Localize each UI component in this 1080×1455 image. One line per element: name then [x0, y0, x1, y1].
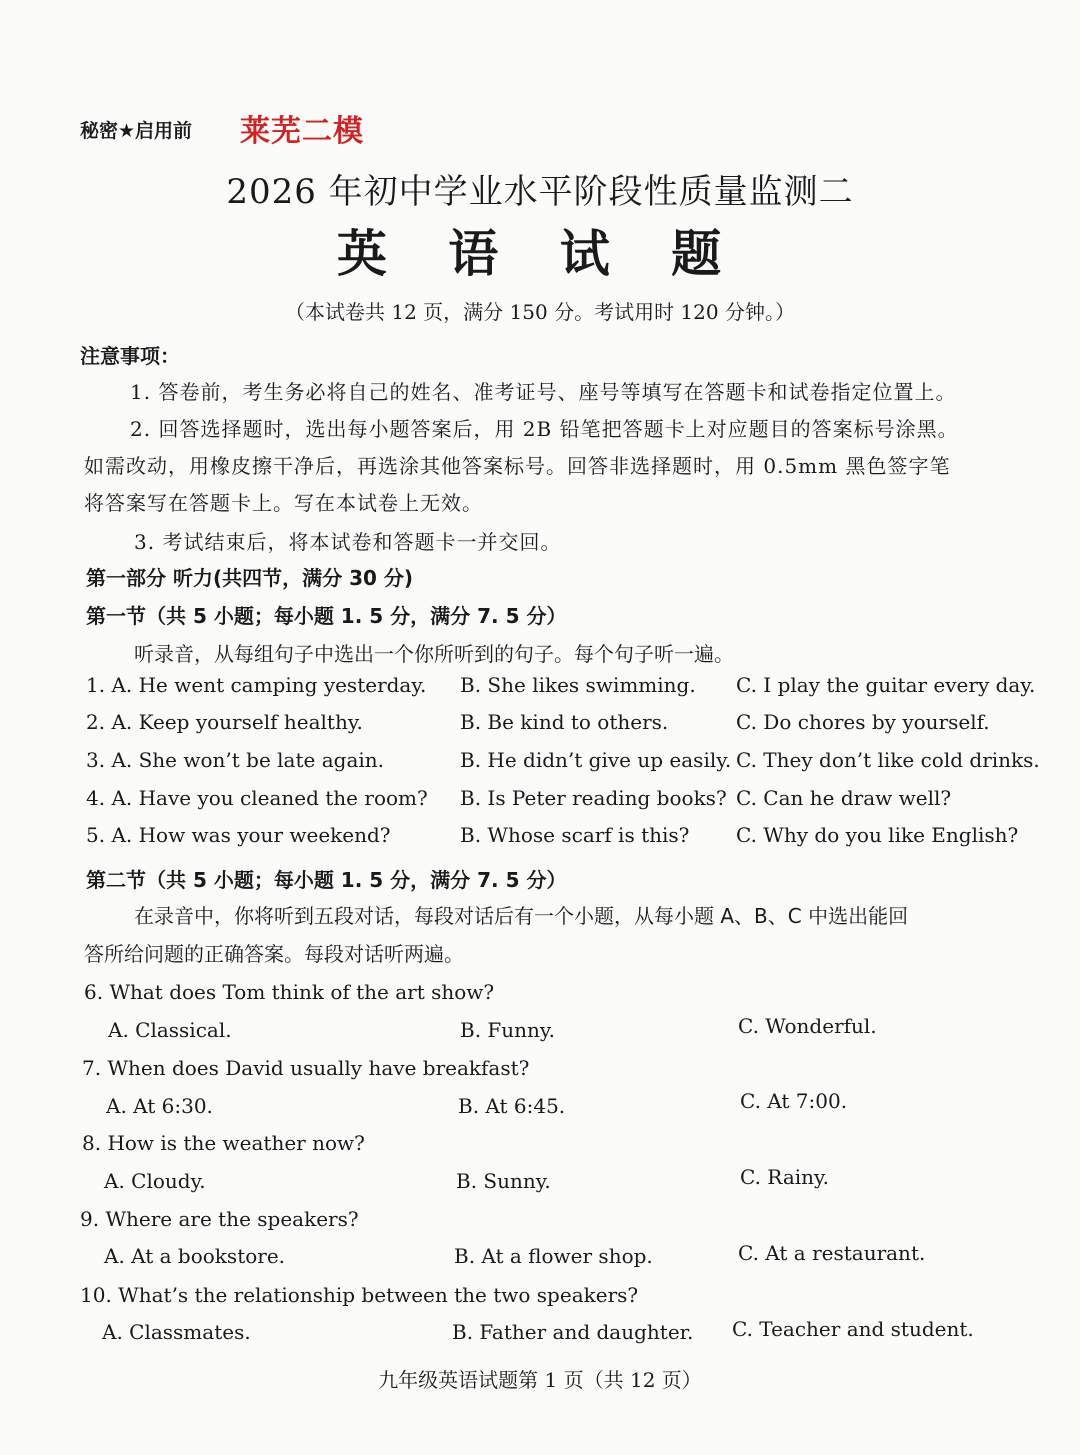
notice-line: 将答案写在答题卡上。写在本试卷上无效。	[84, 491, 483, 515]
question-6-option-a: A. Classical.	[108, 1018, 232, 1042]
question-10-option-c: C. Teacher and student.	[732, 1317, 974, 1341]
question-7-option-a: A. At 6:30.	[106, 1094, 213, 1118]
question-3-option-a: 3. A. She won’t be late again.	[86, 748, 384, 772]
question-8-option-a: A. Cloudy.	[104, 1169, 206, 1193]
question-7: 7. When does David usually have breakfast?	[82, 1056, 530, 1080]
question-1-option-c: C. I play the guitar every day.	[736, 673, 1036, 697]
question-9-option-a: A. At a bookstore.	[104, 1244, 286, 1268]
question-5-option-b: B. Whose scarf is this?	[460, 823, 690, 847]
question-1-option-a: 1. A. He went camping yesterday.	[86, 673, 427, 697]
notice-heading: 注意事项：	[80, 344, 180, 368]
page-footer: 九年级英语试题第 1 页（共 12 页）	[378, 1368, 702, 1392]
exam-meta: （本试卷共 12 页，满分 150 分。考试用时 120 分钟。）	[285, 300, 795, 324]
notice-line: 2. 回答选择题时，选出每小题答案后，用 2B 铅笔把答题卡上对应题目的答案标号涂黑。	[130, 417, 959, 441]
exam-title: 2026 年初中学业水平阶段性质量监测二	[226, 172, 854, 212]
question-2-option-b: B. Be kind to others.	[460, 710, 669, 734]
section2-instruction: 在录音中，你将听到五段对话，每段对话后有一个小题，从每小题 A、B、C 中选出能回	[134, 904, 909, 928]
question-10-option-b: B. Father and daughter.	[452, 1320, 694, 1344]
section2-instruction: 答所给问题的正确答案。每段对话听两遍。	[84, 942, 464, 966]
question-4-option-a: 4. A. Have you cleaned the room?	[86, 786, 428, 810]
question-6-option-b: B. Funny.	[460, 1018, 555, 1042]
question-3-option-b: B. He didn’t give up easily.	[460, 748, 732, 772]
question-7-option-c: C. At 7:00.	[740, 1089, 848, 1113]
question-5-option-c: C. Why do you like English?	[736, 823, 1019, 847]
question-8-option-c: C. Rainy.	[740, 1165, 830, 1189]
notice-line: 如需改动，用橡皮擦干净后，再选涂其他答案标号。回答非选择题时，用 0.5mm 黑色签字笔	[84, 454, 951, 478]
question-2-option-c: C. Do chores by yourself.	[736, 710, 990, 734]
question-9: 9. Where are the speakers?	[80, 1207, 359, 1231]
part1-heading: 第一部分 听力(共四节，满分 30 分)	[86, 566, 414, 590]
question-9-option-b: B. At a flower shop.	[454, 1244, 653, 1268]
question-5-option-a: 5. A. How was your weekend?	[86, 823, 391, 847]
confidential-label: 秘密★启用前	[80, 120, 193, 142]
question-6-option-c: C. Wonderful.	[738, 1014, 877, 1038]
question-9-option-c: C. At a restaurant.	[738, 1241, 926, 1265]
question-10: 10. What’s the relationship between the two speakers?	[80, 1283, 639, 1307]
section1-instruction: 听录音，从每组句子中选出一个你所听到的句子。每个句子听一遍。	[134, 642, 734, 666]
question-8-option-b: B. Sunny.	[456, 1169, 551, 1193]
question-8: 8. How is the weather now?	[82, 1131, 365, 1155]
question-10-option-a: A. Classmates.	[102, 1320, 251, 1344]
question-6: 6. What does Tom think of the art show?	[84, 980, 495, 1004]
section2-heading: 第二节（共 5 小题；每小题 1. 5 分，满分 7. 5 分）	[86, 868, 567, 892]
question-7-option-b: B. At 6:45.	[458, 1094, 566, 1118]
question-4-option-c: C. Can he draw well?	[736, 786, 952, 810]
question-4-option-b: B. Is Peter reading books?	[460, 786, 727, 810]
section1-heading: 第一节（共 5 小题；每小题 1. 5 分，满分 7. 5 分）	[86, 604, 567, 628]
exam-tag: 莱芜二模	[240, 114, 364, 149]
notice-line: 1. 答卷前，考生务必将自己的姓名、准考证号、座号等填写在答题卡和试卷指定位置上。	[130, 380, 957, 404]
subject-title: 英 语 试 题	[336, 224, 744, 283]
question-2-option-a: 2. A. Keep yourself healthy.	[86, 710, 363, 734]
question-3-option-c: C. They don’t like cold drinks.	[736, 748, 1040, 772]
notice-line: 3. 考试结束后，将本试卷和答题卡一并交回。	[134, 530, 562, 554]
question-1-option-b: B. She likes swimming.	[460, 673, 696, 697]
